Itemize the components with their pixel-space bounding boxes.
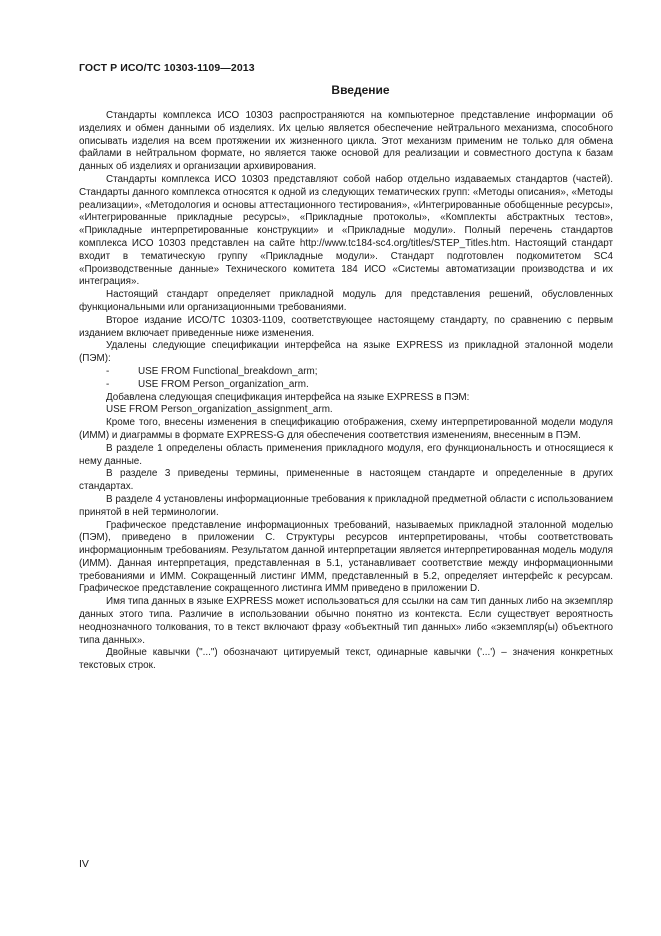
section-title: Введение <box>331 83 390 97</box>
list-item-text: USE FROM Person_organization_arm. <box>138 378 309 390</box>
paragraph-arm-aim: Графическое представление информационных требований, называемых прикладной эталонной моделью (ПЭМ), приведено в приложении С. Структуры ресурсов интерпретированы, чтобы соответствовать информационным требованиям. Результатом данной интерпретации является интерпретированная модель модуля (ИММ). Данная интерпретация, представленная в 5.1, устанавливает соответствие между информационными требованиями и ИММ. Сокращенный листинг ИММ, представленный в 5.2, определяет интерфейс к ресурсам. Графическое представление сокращенного листинга ИММ приведено в приложении D. <box>79 519 613 595</box>
paragraph-section-3: В разделе 3 приведены термины, примененные в настоящем стандарте и определенные в других стандартах. <box>79 468 613 493</box>
added-spec-line: USE FROM Person_organization_assignment_arm. <box>106 404 333 416</box>
paragraph-section-4: В разделе 4 установлены информационные требования к прикладной предметной области с использованием принятой в ней терминологии. <box>79 493 613 518</box>
paragraph-second-edition: Второе издание ИСО/ТС 10303-1109, соответствующее настоящему стандарту, по сравнению с первым изданием включает приведенные ниже изменения. <box>79 314 613 339</box>
paragraph-quotes: Двойные кавычки ("...") обозначают цитируемый текст, одинарные кавычки ('...') – значения конкретных текстовых строк. <box>79 647 613 672</box>
paragraph-express-types: Имя типа данных в языке EXPRESS может использоваться для ссылки на сам тип данных либо на экземпляр данных этого типа. Различие в использовании обычно понятно из контекста. Если существует вероятность неоднозначного толкования, то в текст включают фразу «объектный тип данных» либо «экземпляр(ы) объектного типа данных». <box>79 596 613 646</box>
document-body <box>79 110 613 673</box>
paragraph-purpose: Настоящий стандарт определяет прикладной модуль для представления решений, обусловленных функциональными или организационными требованиями. <box>79 289 613 313</box>
page-number: IV <box>79 858 89 870</box>
document-header: ГОСТ Р ИСО/ТС 10303-1109—2013 <box>79 62 255 74</box>
paragraph-section-1: В разделе 1 определены область применения прикладного модуля, его функциональность и относящиеся к нему данные. <box>79 442 613 467</box>
paragraph-removed-specs: Удалены следующие спецификации интерфейса на языке EXPRESS из прикладной эталонной модели (ПЭМ): <box>79 340 613 365</box>
list-dash: - <box>106 378 110 390</box>
list-dash: - <box>106 365 110 377</box>
paragraph-changes: Кроме того, внесены изменения в спецификацию отображения, схему интерпретированной модели модуля (ИММ) и диаграммы в формате EXPRESS-G для обеспечения соответствия изменениям, внесенным в ПЭМ. <box>79 417 613 441</box>
list-item <box>79 379 613 392</box>
list-item-text: USE FROM Functional_breakdown_arm; <box>138 365 318 377</box>
paragraph-scope: Стандарты комплекса ИСО 10303 распространяются на компьютерное представление информации об изделиях и обмен данными об изделиях. Их целью является обеспечение нейтрального механизма, способного описывать изделия на всем протяжении их жизненного цикла. Этот механизм применим не только для обмена файлами в нейтральном формате, но является также основой для реализации и совместного доступа к базам данных об изделиях и организации архивирования. <box>79 110 613 173</box>
paragraph-parts: Стандарты комплекса ИСО 10303 представляют собой набор отдельно издаваемых стандартов (частей). Стандарты данного комплекса относятся к одной из следующих тематических групп: «Методы описания», «Методы реализации», «Методология и основы аттестационного тестирования», «Интегрированные обобщенные ресурсы», «Интегрированные прикладные ресурсы», «Прикладные протоколы», «Комплекты абстрактных тестов», «Прикладные интерпретированные конструкции» и «Прикладные модули». Полный перечень стандартов комплекса ИСО 10303 представлен на сайте http://www.tc184-sc4.org/titles/STEP_Titles.htm. Настоящий стандарт входит в тематическую группу «Прикладные модули». Стандарт подготовлен подкомитетом SC4 «Производственные данные» Технического комитета 184 ИСО «Системы автоматизации производства и их интеграция». <box>79 173 613 288</box>
list-item <box>79 366 613 379</box>
paragraph-added-spec: Добавлена следующая спецификация интерфейса на языке EXPRESS в ПЭМ: <box>106 391 470 403</box>
